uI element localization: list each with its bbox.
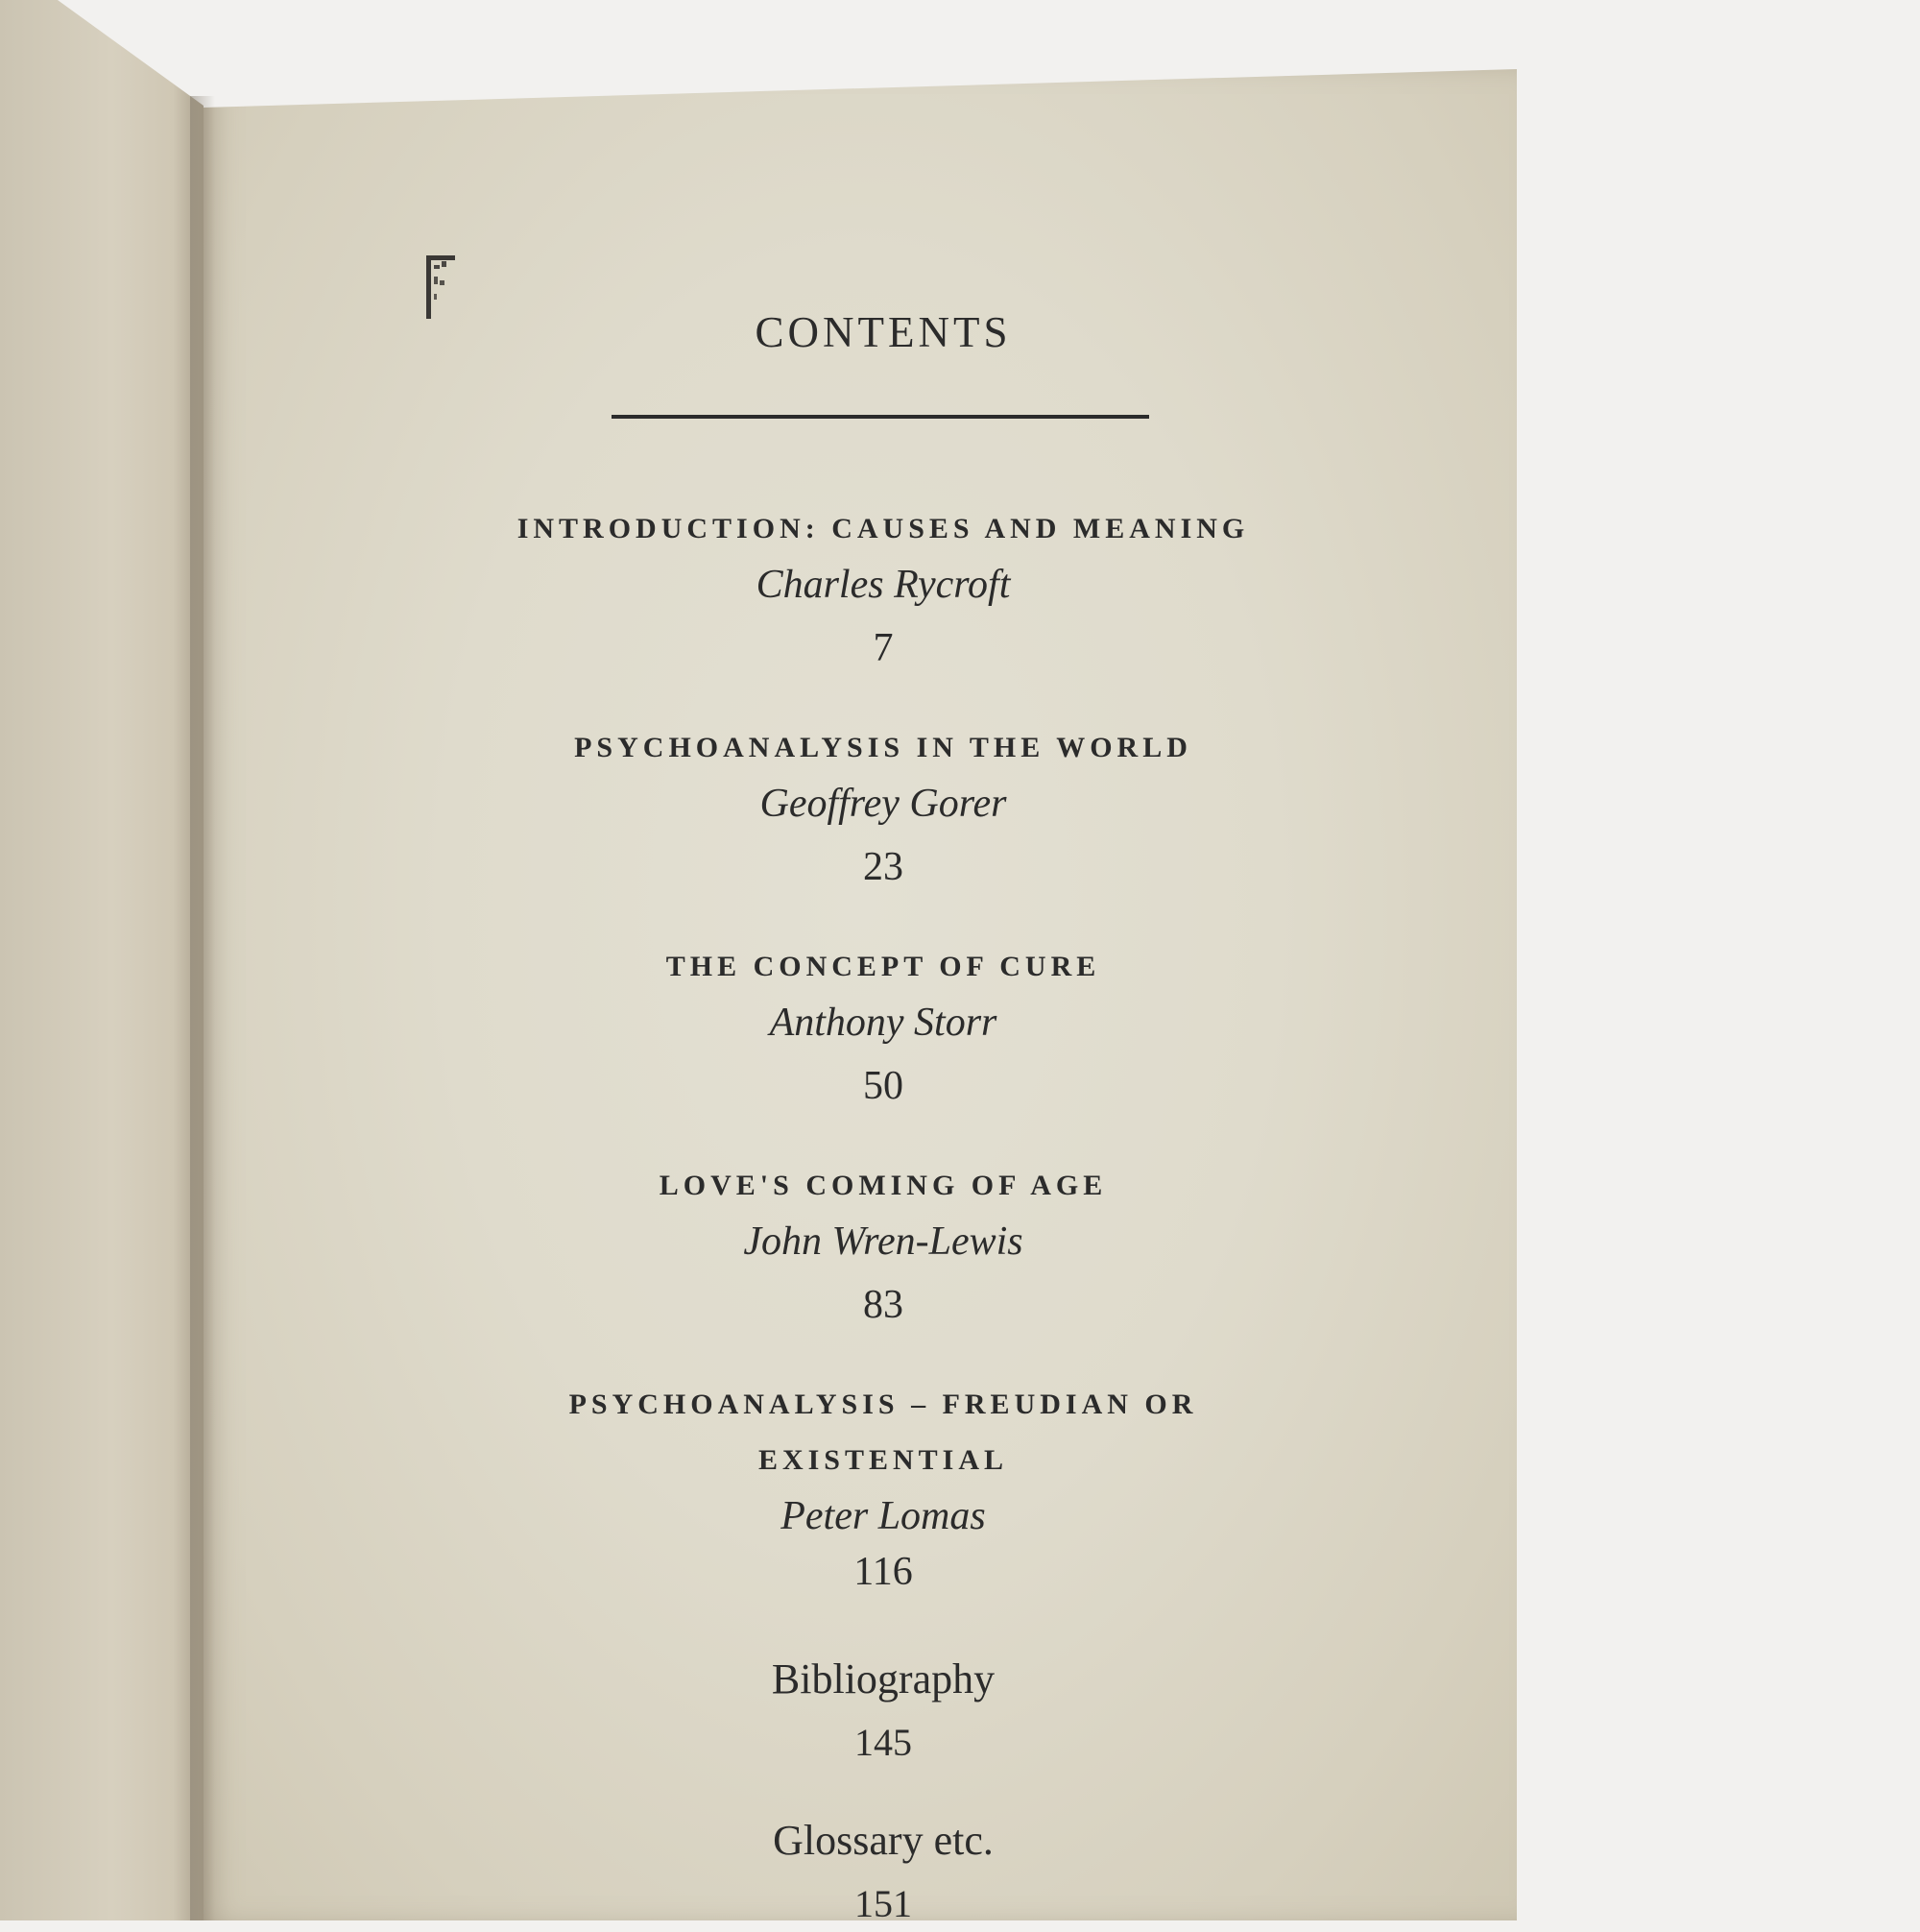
entry-title: PSYCHOANALYSIS IN THE WORLD xyxy=(574,732,1192,763)
toc-entry xyxy=(403,720,1363,895)
entry-page-number: 50 xyxy=(863,1064,903,1108)
left-page xyxy=(0,0,204,1920)
entry-page-number: 23 xyxy=(863,845,903,889)
toc-entry xyxy=(403,1377,1363,1600)
entry-author: Anthony Storr xyxy=(769,1001,997,1045)
entry-page-number: 7 xyxy=(873,626,894,670)
entry-page-number: 145 xyxy=(854,1721,912,1764)
entry-title-line-1: PSYCHOANALYSIS – FREUDIAN OR xyxy=(568,1389,1198,1420)
toc-entry xyxy=(403,1813,1363,1932)
book-gutter xyxy=(190,96,215,1920)
entry-author: John Wren-Lewis xyxy=(743,1220,1023,1264)
entry-author: Charles Rycroft xyxy=(756,563,1011,607)
contents-heading: CONTENTS xyxy=(755,308,1012,356)
entry-author: Peter Lomas xyxy=(780,1494,986,1538)
toc-entry xyxy=(403,501,1363,676)
entry-title: Bibliography xyxy=(771,1655,996,1703)
toc-entry xyxy=(403,939,1363,1114)
entry-title: LOVE'S COMING OF AGE xyxy=(659,1170,1108,1201)
entry-title: Glossary etc. xyxy=(773,1817,994,1864)
entry-page-number: 116 xyxy=(853,1550,913,1594)
entry-author: Geoffrey Gorer xyxy=(759,782,1007,826)
entry-page-number: 151 xyxy=(854,1882,912,1925)
entry-title-line-2: EXISTENTIAL xyxy=(757,1444,1009,1476)
toc-entry xyxy=(403,1158,1363,1333)
entry-title: INTRODUCTION: CAUSES AND MEANING xyxy=(516,513,1250,544)
entry-page-number: 83 xyxy=(863,1283,903,1327)
toc-entry xyxy=(403,1652,1363,1771)
heading-rule xyxy=(612,415,1149,419)
entry-title: THE CONCEPT OF CURE xyxy=(665,951,1101,982)
